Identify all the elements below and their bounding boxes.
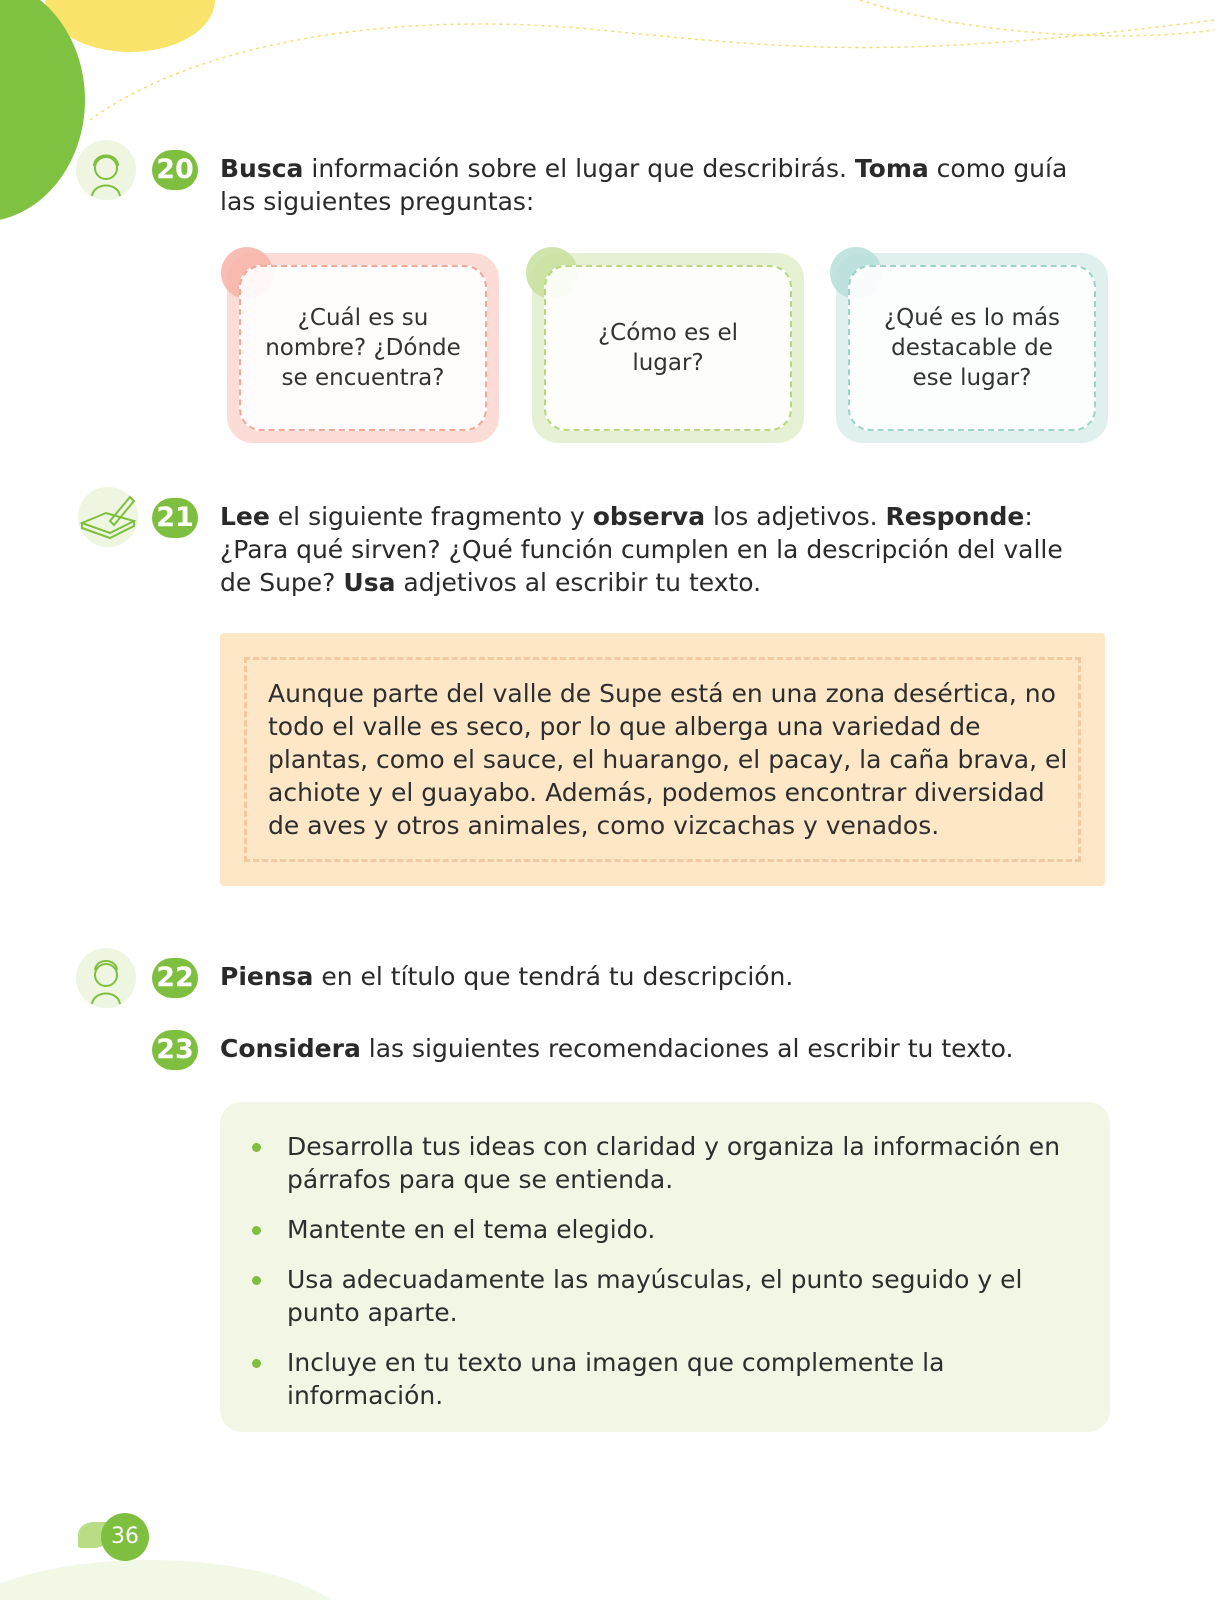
- list-item: Mantente en el tema elegido.: [220, 1213, 1080, 1246]
- question-card-highlight: ¿Qué es lo más destacable de ese lugar?: [836, 253, 1108, 443]
- activity-number-23: 23: [152, 1030, 198, 1070]
- list-item: Usa adecuadamente las mayúsculas, el punto seguido y el punto aparte.: [220, 1263, 1080, 1329]
- activity-22-instruction: Piensa en el título que tendrá tu descripción.: [220, 962, 794, 991]
- book-pencil-icon: [78, 487, 138, 547]
- girl-avatar-icon: [76, 140, 136, 200]
- activity-number-21: 21: [152, 498, 198, 538]
- activity-20-instruction: Busca información sobre el lugar que describirás. Toma como guía las siguientes preguntas:: [220, 154, 1068, 216]
- list-item: Incluye en tu texto una imagen que complemente la información.: [220, 1346, 1080, 1412]
- activity-number-22: 22: [152, 958, 198, 998]
- question-card-appearance: ¿Cómo es el lugar?: [532, 253, 804, 443]
- excerpt-box: [220, 633, 1105, 886]
- page-number: 36: [101, 1513, 149, 1561]
- list-item: Desarrolla tus ideas con claridad y organiza la información en párrafos para que se entienda.: [220, 1130, 1080, 1196]
- corner-decoration: [0, 0, 1215, 260]
- boy-avatar-icon: [76, 948, 136, 1008]
- activity-23-instruction: Considera las siguientes recomendaciones al escribir tu texto.: [220, 1034, 1014, 1063]
- recommendations-box: [220, 1102, 1110, 1432]
- excerpt-text: Aunque parte del valle de Supe está en una zona desértica, no todo el valle es seco, por lo que alberga una variedad de plantas, como el sauce, el huarango, el pacay, la caña brava, el achiote y el guayabo. Además, podemos encontrar diversidad de aves y otros animales, como vizcachas y venados.: [268, 679, 1068, 840]
- recommendations-list: [220, 1102, 1110, 1412]
- activity-21-instruction: Lee el siguiente fragmento y observa los adjetivos. Responde: ¿Para qué sirven? ¿Qué función cumplen en la descripción del valle de Supe? Usa adjetivos al escribir tu texto.: [220, 502, 1063, 597]
- activity-number-20: 20: [152, 150, 198, 190]
- question-card-name-location: ¿Cuál es su nombre? ¿Dónde se encuentra?: [227, 253, 499, 443]
